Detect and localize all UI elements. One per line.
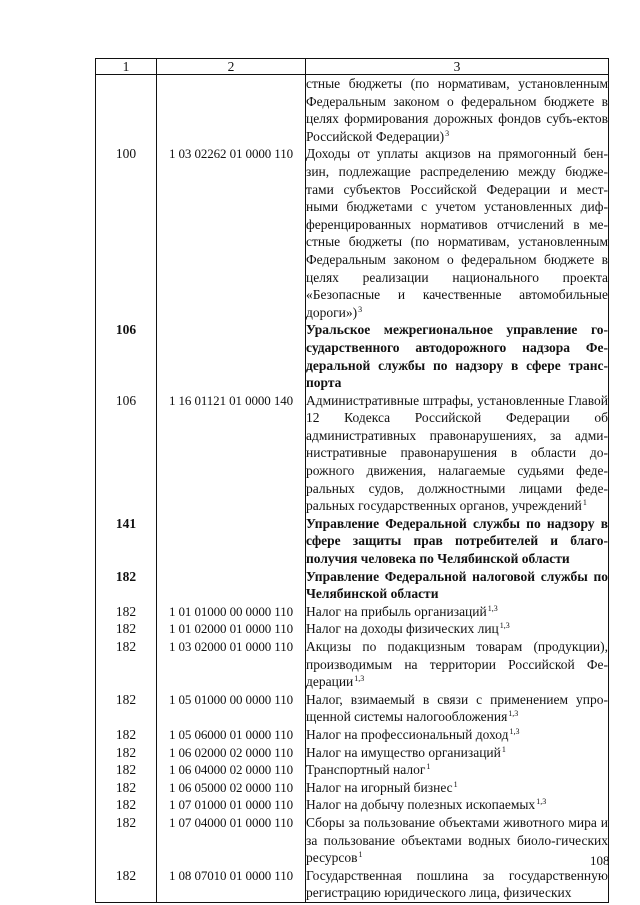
table-row <box>96 321 609 391</box>
description-cell <box>306 867 609 903</box>
admin-code-cell: 182 <box>96 796 157 814</box>
footnote-reference: 1 <box>426 762 431 772</box>
budget-code-cell: 1 03 02262 01 0000 110 <box>157 145 306 321</box>
budget-code-cell: 1 05 06000 01 0000 110 <box>157 726 306 744</box>
page-number: 108 <box>590 853 610 868</box>
admin-code-cell: 100 <box>96 145 157 321</box>
budget-code-cell: 1 06 02000 02 0000 110 <box>157 744 306 762</box>
description-cell <box>306 75 609 146</box>
budget-code-cell <box>157 75 306 146</box>
table-row <box>96 691 609 726</box>
admin-code-cell: 182 <box>96 867 157 903</box>
description-text: Налог на добычу полезных ископаемых <box>306 797 536 813</box>
table-row <box>96 638 609 691</box>
budget-code-cell: 1 01 01000 00 0000 110 <box>157 603 306 621</box>
table-header-row <box>96 59 609 75</box>
description-cell <box>306 761 609 779</box>
description-cell <box>306 638 609 691</box>
description-text: Уральское межрегиональное управление го-сударственного автодорожного надзора Фе-деральной службы по надзору в сфере транс-порта <box>306 322 608 391</box>
table-row <box>96 761 609 779</box>
description-cell <box>306 779 609 797</box>
table-row <box>96 75 609 146</box>
description-cell <box>306 814 609 867</box>
admin-code-cell: 106 <box>96 392 157 515</box>
admin-code-cell: 182 <box>96 620 157 638</box>
table-row <box>96 779 609 797</box>
description-text: Сборы за пользование объектами животного мира и за пользование объектами водных биоло-гических ресурсов <box>306 814 608 866</box>
description-text: Управление Федеральной налоговой службы по Челябинской области <box>306 568 608 602</box>
budget-code-cell: 1 01 02000 01 0000 110 <box>157 620 306 638</box>
table-row <box>96 814 609 867</box>
table-row <box>96 392 609 515</box>
footnote-reference: 3 <box>445 128 450 138</box>
description-cell <box>306 145 609 321</box>
budget-code-cell: 1 08 07010 01 0000 110 <box>157 867 306 903</box>
budget-code-cell: 1 06 04000 02 0000 110 <box>157 761 306 779</box>
description-text: Акцизы по подакцизным товарам (продукции), производимым на территории Российской Фе-дерации <box>306 639 608 690</box>
description-cell <box>306 796 609 814</box>
table-row <box>96 620 609 638</box>
description-text: Налог на игорный бизнес <box>306 779 453 795</box>
description-cell <box>306 744 609 762</box>
table-row <box>96 726 609 744</box>
budget-code-cell <box>157 321 306 391</box>
table-row <box>96 515 609 568</box>
admin-code-cell: 182 <box>96 638 157 691</box>
header-col-2: 2 <box>157 59 306 75</box>
admin-code-cell: 182 <box>96 744 157 762</box>
budget-code-cell: 1 06 05000 02 0000 110 <box>157 779 306 797</box>
description-text: стные бюджеты (по нормативам, установленным Федеральным законом о федеральном бюджете в целях формирования дорожных фондов субъ-ектов Российской Федерации) <box>306 76 608 144</box>
footnote-reference: 1,3 <box>499 621 510 631</box>
budget-code-cell: 1 03 02000 01 0000 110 <box>157 638 306 691</box>
footnote-reference: 3 <box>358 304 363 314</box>
footnote-reference: 1 <box>453 779 458 789</box>
table-row <box>96 796 609 814</box>
admin-code-cell: 182 <box>96 814 157 867</box>
budget-code-cell: 1 07 04000 01 0000 110 <box>157 814 306 867</box>
budget-code-cell <box>157 568 306 603</box>
footnote-reference: 1,3 <box>509 726 520 736</box>
description-text: Налог на профессиональный доход <box>306 726 509 742</box>
budget-code-cell <box>157 515 306 568</box>
description-cell <box>306 321 609 391</box>
admin-code-cell <box>96 75 157 146</box>
table-row <box>96 568 609 603</box>
revenue-classification-table <box>95 58 609 903</box>
admin-code-cell: 141 <box>96 515 157 568</box>
admin-code-cell: 182 <box>96 779 157 797</box>
description-text: Налог на имущество организаций <box>306 744 501 760</box>
header-col-1: 1 <box>96 59 157 75</box>
admin-code-cell: 106 <box>96 321 157 391</box>
admin-code-cell: 182 <box>96 603 157 621</box>
footnote-reference: 1,3 <box>536 797 547 807</box>
description-cell <box>306 726 609 744</box>
table-body <box>96 75 609 903</box>
admin-code-cell: 182 <box>96 691 157 726</box>
description-text: Административные штрафы, установленные Главой 12 Кодекса Российской Федерации об административных правонарушениях, за адми-нистративные правонарушения в области до-рожного движения, налагаемые судьями феде-ральных судов, должностными лицами феде-ральных государственных органов, учреждений <box>306 392 608 514</box>
footnote-reference: 1 <box>582 498 587 508</box>
description-text: Транспортный налог <box>306 762 426 778</box>
description-text: Государственная пошлина за государственную регистрацию юридического лица, физических <box>306 867 608 901</box>
description-text: Доходы от уплаты акцизов на прямогонный бен-зин, подлежащие распределению между бюдже-тами субъектов Российской Федерации и мест-ными бюджетами с учетом установленных диф-ференцированных нормативов отчислений в ме-стные бюджеты (по нормативам, установленным Федеральным законом о федеральном бюджете в целях реализации национального проекта «Безопасные и качественные автомобильные дороги») <box>306 146 608 320</box>
budget-code-cell: 1 07 01000 01 0000 110 <box>157 796 306 814</box>
footnote-reference: 1 <box>358 850 363 860</box>
table-row <box>96 145 609 321</box>
description-cell <box>306 568 609 603</box>
description-text: Управление Федеральной службы по надзору в сфере защиты прав потребителей и благо-получия человека по Челябинской области <box>306 515 608 567</box>
table-row <box>96 867 609 903</box>
budget-code-cell: 1 05 01000 00 0000 110 <box>157 691 306 726</box>
footnote-reference: 1,3 <box>354 674 365 684</box>
table-row <box>96 603 609 621</box>
admin-code-cell: 182 <box>96 726 157 744</box>
footnote-reference: 1,3 <box>487 603 498 613</box>
description-cell <box>306 691 609 726</box>
budget-code-cell: 1 16 01121 01 0000 140 <box>157 392 306 515</box>
description-cell <box>306 392 609 515</box>
description-cell <box>306 515 609 568</box>
description-text: Налог на прибыль организаций <box>306 603 487 619</box>
description-cell <box>306 620 609 638</box>
description-text: Налог на доходы физических лиц <box>306 621 499 637</box>
header-col-3: 3 <box>306 59 609 75</box>
footnote-reference: 1,3 <box>508 709 519 719</box>
footnote-reference: 1 <box>501 744 506 754</box>
admin-code-cell: 182 <box>96 568 157 603</box>
description-text: Налог, взимаемый в связи с применением упро-щенной системы налогообложения <box>306 691 608 725</box>
admin-code-cell: 182 <box>96 761 157 779</box>
table-row <box>96 744 609 762</box>
description-cell <box>306 603 609 621</box>
